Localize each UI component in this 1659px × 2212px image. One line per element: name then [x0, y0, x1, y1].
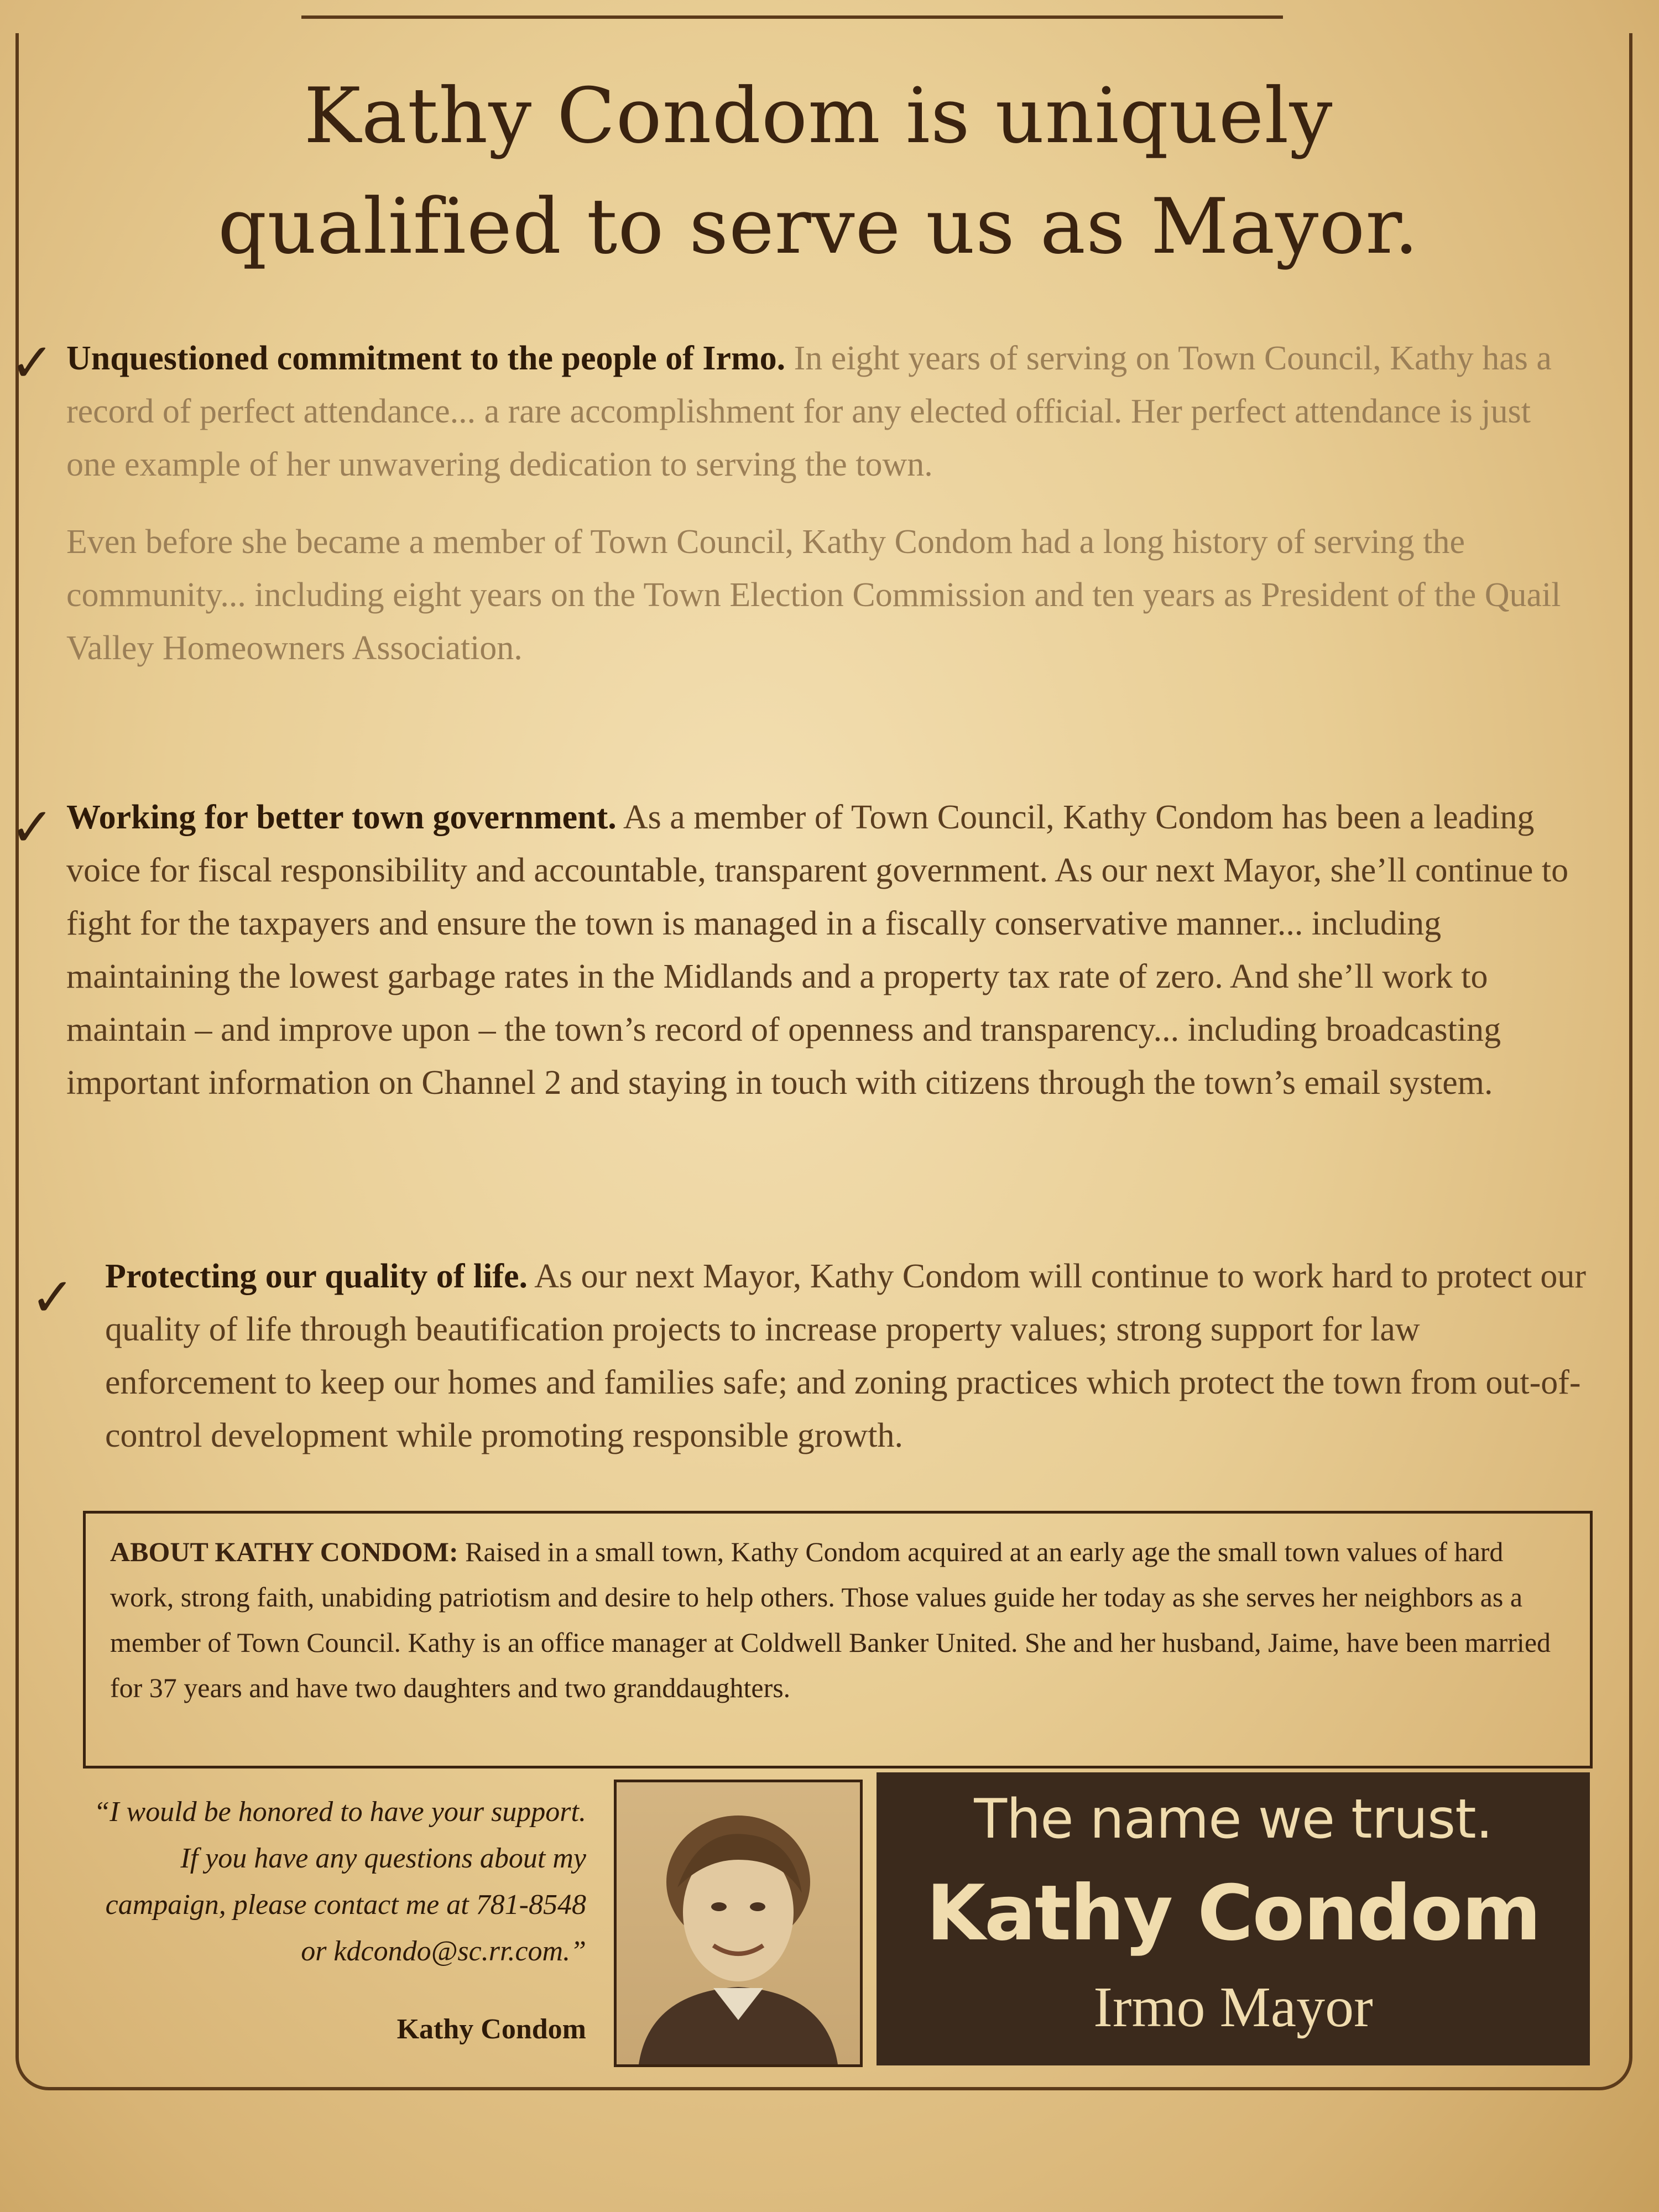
headline-line-2: qualified to serve us as Mayor.: [217, 182, 1420, 271]
section-commitment: [66, 332, 1571, 699]
top-rule: [301, 15, 1283, 19]
about-box: [83, 1511, 1593, 1768]
section-quality-of-life: [105, 1250, 1587, 1486]
about-label: ABOUT KATHY CONDOM:: [110, 1536, 458, 1567]
section-body: As a member of Town Council, Kathy Condom has been a leading voice for fiscal responsibility and accountable, transparent government. As our next Mayor, she’ll continue to fight for the taxpayers and ensure the town is managed in a fiscally conservative manner... including maintaining the lowest garbage rates in the Midlands and a property tax rate of zero. And she’ll work to maintain – and improve upon – the town’s record of openness and transparency... including broadcasting important information on Channel 2 and staying in touch with citizens through the town’s email system.: [66, 799, 1569, 1102]
tagline: The name we trust.: [974, 1788, 1493, 1851]
section-lead: Working for better town government.: [66, 799, 617, 836]
name-box: [877, 1772, 1590, 2065]
headline-line-1: Kathy Condom is uniquely: [304, 71, 1333, 160]
checkmark-icon: ✓: [30, 1266, 75, 1328]
portrait-image: [617, 1782, 860, 2064]
candidate-name: Kathy Condom: [926, 1869, 1540, 1958]
section-government: [66, 791, 1571, 1134]
headline: [22, 61, 1615, 282]
section-lead: Protecting our quality of life.: [105, 1258, 528, 1295]
section-body: In eight years of serving on Town Council, Kathy has a record of perfect attendance... a rare accomplishment for any elected official. Her perfect attendance is just one example of her unwavering dedication to serving the town.: [66, 340, 1552, 483]
office-title: Irmo Mayor: [1093, 1975, 1373, 2039]
section-lead: Unquestioned commitment to the people of Irmo.: [66, 340, 786, 377]
checkmark-icon: ✓: [10, 332, 55, 394]
about-text: Raised in a small town, Kathy Condom acquired at an early age the small town values of hard work, strong faith, unabiding patriotism and desire to help others. Those values guide her today as she serves her neighbors as a member of Town Council. Kathy is an office manager at Coldwell Banker United. She and her husband, Jaime, have been married for 37 years and have two daughters and two granddaughters.: [110, 1536, 1551, 1703]
section-body: As our next Mayor, Kathy Condom will continue to work hard to protect our quality of life through beautification projects to increase property values; strong support for law enforcement to keep our homes and families safe; and zoning practices which protect the town from out-of-control development while promoting responsible growth.: [105, 1258, 1587, 1454]
quote-signature: Kathy Condom: [397, 2013, 586, 2045]
candidate-portrait: [614, 1780, 863, 2067]
candidate-quote: “I would be honored to have your support. If you have any questions about my campaign, please contact me at 781-8548 or kdcondo@sc.rr.com.”: [93, 1796, 586, 1967]
section-body-2: Even before she became a member of Town Council, Kathy Condom had a long history of serving the community... including eight years on the Town Election Commission and ten years as President of the Quail Valley Homeowners Association.: [66, 523, 1561, 667]
checkmark-icon: ✓: [10, 796, 55, 858]
